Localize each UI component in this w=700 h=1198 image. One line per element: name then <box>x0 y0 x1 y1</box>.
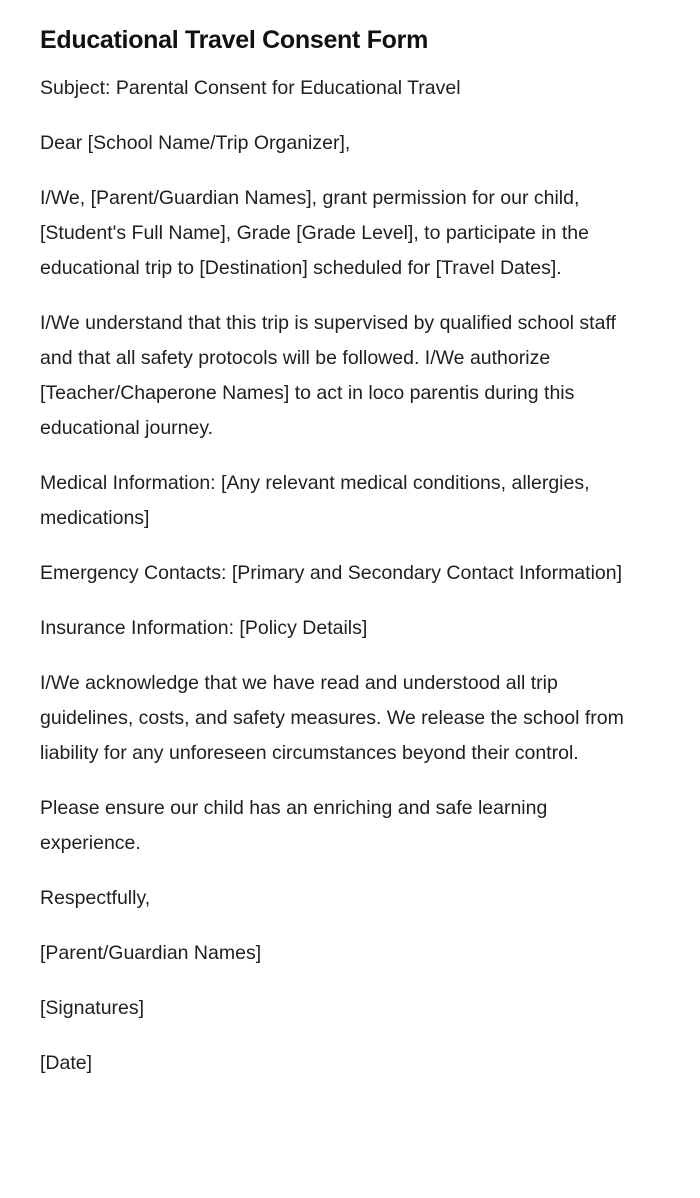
medical-information: Medical Information: [Any relevant medical conditions, allergies, medications] <box>40 472 590 529</box>
subject-line: Subject: Parental Consent for Educational Travel <box>40 77 461 99</box>
closing-request: Please ensure our child has an enriching and safe learning experience. <box>40 797 548 854</box>
supervision-paragraph: I/We understand that this trip is supervised by qualified school staff and that all safety protocols will be followed. I/We authorize [Teacher/Chaperone Names] to act in loco parentis during this educational journey. <box>40 312 616 439</box>
guardian-names-placeholder: [Parent/Guardian Names] <box>40 942 262 964</box>
salutation: Dear [School Name/Trip Organizer], <box>40 132 351 154</box>
permission-paragraph: I/We, [Parent/Guardian Names], grant permission for our child, [Student's Full Name], Grade [Grade Level], to participate in the educational trip to [Destination] scheduled for [Travel Dates]. <box>40 187 589 279</box>
date-placeholder: [Date] <box>40 1052 93 1074</box>
signatures-placeholder: [Signatures] <box>40 997 145 1019</box>
acknowledgement-paragraph: I/We acknowledge that we have read and understood all trip guidelines, costs, and safety measures. We release the school from liability for any unforeseen circumstances beyond their control. <box>40 672 624 764</box>
consent-form-document <box>40 22 650 1101</box>
sign-off: Respectfully, <box>40 887 151 909</box>
document-title: Educational Travel Consent Form <box>40 26 429 54</box>
emergency-contacts: Emergency Contacts: [Primary and Secondary Contact Information] <box>40 562 623 584</box>
insurance-information: Insurance Information: [Policy Details] <box>40 617 368 639</box>
